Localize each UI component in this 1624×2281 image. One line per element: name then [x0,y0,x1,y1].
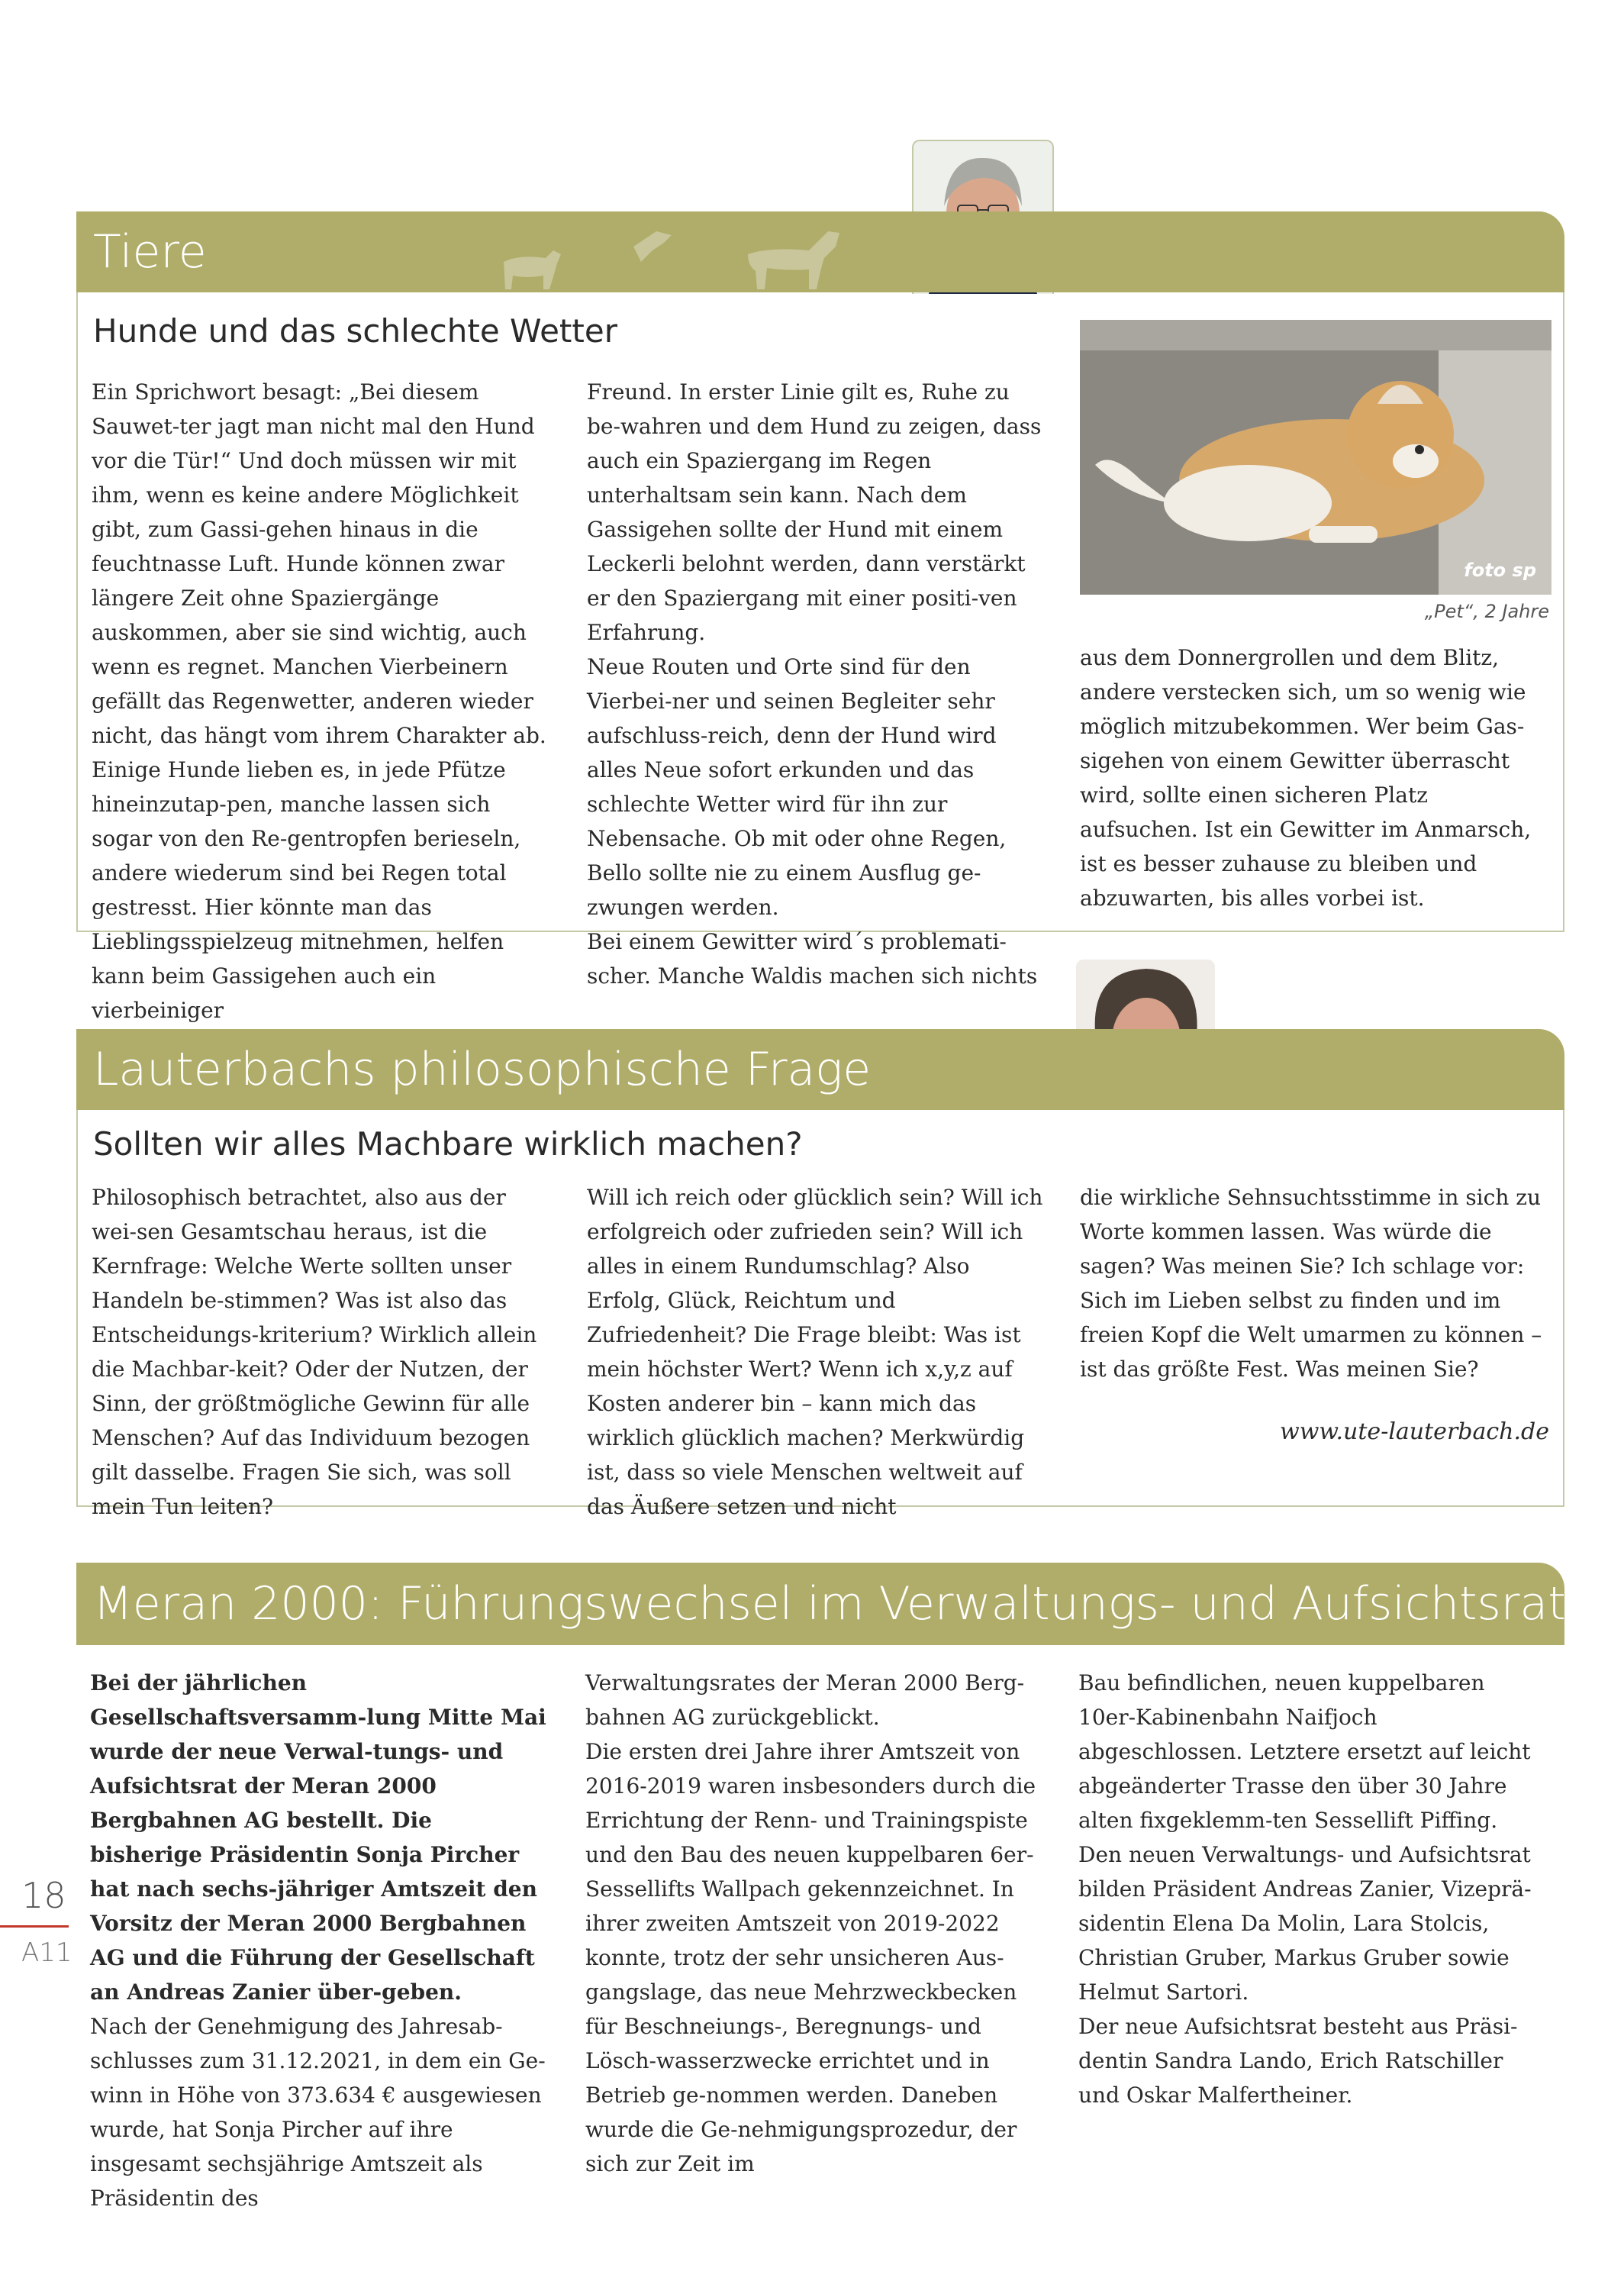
lauterbach-banner [76,1029,1564,1110]
lauterbach-website-link[interactable]: www.ute-lauterbach.de [1280,1418,1549,1445]
lauterbach-column-1 [92,1180,549,1524]
tiere-column-2-paragraph-2: Neue Routen und Orte sind für den Vierbei-ner und seinen Begleiter sehr aufschluss-reich, denn der Hund wird alles Neue sofort erkunden und das schlechte Wetter wird für ihn zur Nebensache. Ob mit oder ohne Regen, Bello sollte nie zu einem Ausflug ge-zwungen werden. [587,654,1007,920]
lauterbach-column-2 [587,1180,1045,1524]
tiere-box [76,292,1564,1023]
meran-column-2-paragraph-1: Verwaltungsrates der Meran 2000 Berg-bahnen AG zurückgeblickt. [585,1670,1025,1730]
tiere-column-1-text: Ein Sprichwort besagt: „Bei diesem Sauwet-ter jagt man nicht mal den Hund vor die Tür!“ Und doch müssen wir mit ihm, wenn es keine andere Möglichkeit gibt, zum Gassi-gehen hinaus in die feuchtnasse Luft. Hunde können zwar längere Zeit ohne Spaziergänge auskommen, aber sie sind wichtig, auch wenn es regnet. Manchen Vierbeinern gefällt das Regenwetter, anderen wieder nicht, das hängt vom ihrem Charakter ab. Einige Hunde lieben es, in jede Pfütze hineinzutap-pen, manche lassen sich sogar von den Re-gentropfen berieseln, andere wiederum sind bei Regen total gestresst. Hier könnte man das Lieblingsspielzeug mitnehmen, helfen kann beim Gassigehen auch ein vierbeiniger [92,379,546,1023]
meran-column-3-paragraph-3: Der neue Aufsichtsrat besteht aus Präsi-dentin Sandra Lando, Erich Ratschiller und Oskar Malfertheiner. [1078,2014,1518,2108]
meran-banner [76,1563,1564,1645]
meran-lead-paragraph: Bei der jährlichen Gesellschaftsversamm-lung Mitte Mai wurde der neue Verwal-tungs- und Aufsichtsrat der Meran 2000 Bergbahnen AG bestellt. Die bisherige Präsidentin Sonja Pircher hat nach sechs-jähriger Amtszeit den Vorsitz der Meran 2000 Bergbahnen AG und die Führung der Gesellschaft an Andreas Zanier über-geben. [90,1670,546,2005]
lauterbach-column-2-text: Will ich reich oder glücklich sein? Will ich erfolgreich oder zufrieden sein? Will ich alles in einem Rundumschlag? Also Erfolg, Glück, Reichtum und Zufriedenheit? Die Frage bleibt: Was ist mein höchster Wert? Wenn ich x,y,z auf Kosten anderer bin – kann mich das wirklich glücklich machen? Merkwürdig ist, dass so viele Menschen weltweit auf das Äußere setzen und nicht [587,1185,1043,1519]
meran-column-1-body: Nach der Genehmigung des Jahresab-schlusses zum 31.12.2021, in dem ein Ge-winn in Höhe von 373.634 € ausgewiesen wurde, hat Sonja Pircher auf ihre insgesamt sechsjährige Amtszeit als Präsidentin des [90,2014,546,2211]
lauterbach-column-1-text: Philosophisch betrachtet, also aus der wei-sen Gesamtschau heraus, ist die Kernfrage: Welche Werte sollten unser Handeln be-stimmen? Was ist also das Entscheidungs-kriterium? Wirklich allein die Machbar-keit? Oder der Nutzen, der Sinn, der größtmögliche Gewinn für alle Menschen? Auf das Individuum bezogen gilt dasselbe. Fragen Sie sich, was soll mein Tun leiten? [92,1185,537,1519]
meran-column-2 [585,1666,1043,2181]
tiere-column-2-paragraph-1: Freund. In erster Linie gilt es, Ruhe zu be-wahren und dem Hund zu zeigen, dass auch ein Spaziergang im Regen unterhaltsam sein kann. Nach dem Gassigehen sollte der Hund mit einem Leckerli belohnt werden, dann verstärkt er den Spaziergang mit einer positi-ven Erfahrung. [587,379,1042,645]
page-number: 18 [21,1875,66,1916]
lauterbach-column-3 [1080,1180,1545,1386]
lauterbach-banner-title: Lauterbachs philosophische Frage [93,1043,872,1096]
meran-column-1 [90,1666,548,2215]
meran-banner-title: Meran 2000: Führungswechsel im Verwaltungs- und Aufsichtsrat [93,1577,1566,1631]
meran-column-3-paragraph-2: Den neuen Verwaltungs- und Aufsichtsrat bilden Präsident Andreas Zanier, Vizeprä-sidentin Elena Da Molin, Lara Stolcis, Christian Gruber, Markus Gruber sowie Helmut Sartori. [1078,1842,1532,2005]
tiere-subtitle: Hunde und das schlechte Wetter [93,312,617,350]
lauterbach-subtitle: Sollten wir alles Machbare wirklich machen? [93,1125,803,1163]
tiere-column-3 [1080,640,1538,915]
photo-credit: foto sp [1464,560,1536,581]
tiere-column-2-paragraph-3: Bei einem Gewitter wird´s problemati-scher. Manche Waldis machen sich nichts [587,929,1038,989]
lauterbach-column-3-text: die wirkliche Sehnsuchtsstimme in sich zu Worte kommen lassen. Was würde die sagen? Was meinen Sie? Ich schlage vor: Sich im Lieben selbst zu finden und im freien Kopf die Welt umarmen zu können – ist das größte Fest. Was meinen Sie? [1080,1185,1542,1382]
page-code: A11 [21,1937,72,1968]
page-number-divider [0,1925,69,1928]
tiere-column-3-text: aus dem Donnergrollen und dem Blitz, andere verstecken sich, um so wenig wie möglich mitzubekommen. Wer beim Gas-sigehen von einem Gewitter überrascht wird, sollte einen sicheren Platz aufsuchen. Ist ein Gewitter im Anmarsch, ist es besser zuhause zu bleiben und abzuwarten, bis alles vorbei ist. [1080,645,1532,911]
photo-caption: „Pet“, 2 Jahre [1424,601,1549,622]
meran-column-3-paragraph-1: Bau befindlichen, neuen kuppelbaren 10er-Kabinenbahn Naifjoch abgeschlossen. Letztere ersetzt auf leicht abgeänderter Trasse den über 30 Jahre alten fixgeklemm-ten Sessellift Piffing. [1078,1670,1531,1833]
tiere-banner-title: Tiere [93,225,207,279]
dog-photo [1080,320,1552,595]
meran-column-3 [1078,1666,1544,2112]
animal-silhouettes-icon [412,216,885,292]
tiere-column-1 [92,375,549,1028]
lauterbach-box [76,1110,1564,1519]
meran-column-2-paragraph-2: Die ersten drei Jahre ihrer Amtszeit von 2016-2019 waren insbesonders durch die Errichtung der Renn- und Trainingspiste und den Bau des neuen kuppelbaren 6er-Sessellifts Wallpach gekennzeichnet. In ihrer zweiten Amtszeit von 2019-2022 konnte, trotz der sehr unsicheren Aus-gangslage, das neue Mehrzweckbecken für Beschneiungs-, Beregnungs- und Lösch-wasserzwecke errichtet und in Betrieb ge-nommen werden. Daneben wurde die Ge-nehmigungsprozedur, der sich zur Zeit im [585,1739,1036,2176]
tiere-banner [76,211,1564,292]
tiere-column-2 [587,375,1045,993]
